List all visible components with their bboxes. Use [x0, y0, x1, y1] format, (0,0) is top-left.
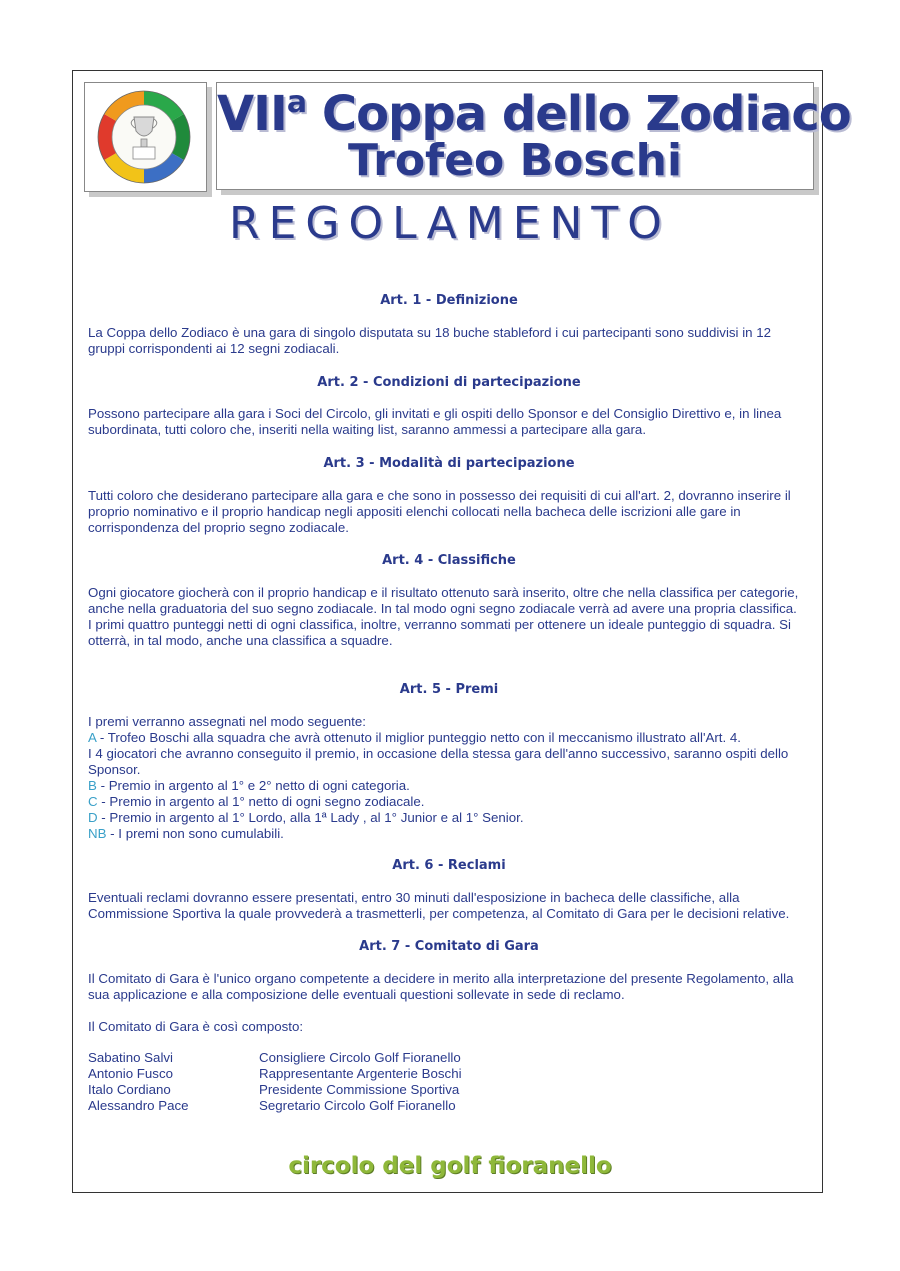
- title-line-1: VII$^a$ Coppa dello Zodiaco: [217, 85, 851, 142]
- premi-intro: I premi verranno assegnati nel modo seguente:: [88, 714, 366, 729]
- art-2-text: Possono partecipare alla gara i Soci del Circolo, gli invitati e gli ospiti dello Sponsor e del Consiglio Direttivo e, in linea subordinata, tutti coloro che, inseriti nella waiting list, saranno ammessi a partecipare alla gara.: [88, 406, 782, 437]
- art-7-text: Il Comitato di Gara è l'unico organo competente a decidere in merito alla interpretazione del presente Regolamento, alla sua applicazione e alla composizione delle eventuali questioni sollevate in sede di reclamo.: [88, 971, 794, 1002]
- comitato-members: [88, 1050, 810, 1114]
- member-name: Sabatino Salvi: [88, 1050, 174, 1065]
- member-name: Antonio Fusco: [88, 1066, 174, 1081]
- premio-b: B - Premio in argento al 1° e 2° netto di ogni categoria.: [88, 778, 410, 793]
- zodiac-wheel-icon: [91, 87, 197, 187]
- member-role: Segretario Circolo Golf Fioranello: [259, 1098, 456, 1113]
- member-role: Consigliere Circolo Golf Fioranello: [259, 1050, 461, 1065]
- art-4-paragraph-2: I primi quattro punteggi netti di ogni classifica, inoltre, verranno sommati per ottenere un ideale punteggio di squadra. Si otterrà, in tal modo, anche una classifica a squadre.: [88, 617, 791, 648]
- art-5-title: Art. 5 - Premi: [399, 682, 499, 697]
- art-5-text: [88, 714, 810, 842]
- zodiac-logo: [84, 82, 207, 192]
- art-4-title: Art. 4 - Classifiche: [382, 553, 516, 568]
- title-banner: [216, 82, 851, 190]
- premio-a: A - Trofeo Boschi alla squadra che avrà ottenuto il miglior punteggio netto con il meccanismo illustrato all'Art. 4.: [88, 730, 741, 745]
- member-row: [88, 1050, 810, 1066]
- art-4-text: [88, 585, 810, 649]
- art-1-title: Art. 1 - Definizione: [380, 293, 518, 308]
- member-row: [88, 1082, 810, 1098]
- art-4-paragraph-1: Ogni giocatore giocherà con il proprio handicap e il risultato ottenuto sarà inserito, oltre che nella classifica per categorie, anche nella graduatoria del suo segno zodiacale. In tal modo ogni segno zodiacale verrà ad avere una propria classifica.: [88, 585, 799, 616]
- premio-d: D - Premio in argento al 1° Lordo, alla 1ª Lady , al 1° Junior e al 1° Senior.: [88, 810, 524, 825]
- regolamento-heading: REGOLAMENTO: [229, 198, 671, 249]
- member-role: Rappresentante Argenterie Boschi: [259, 1066, 462, 1081]
- title-line-2: Trofeo Boschi: [347, 135, 683, 186]
- footer-club-name: circolo del golf fioranello: [288, 1153, 612, 1179]
- premio-c: C - Premio in argento al 1° netto di ogni segno zodiacale.: [88, 794, 425, 809]
- member-row: [88, 1098, 810, 1114]
- art-6-text: Eventuali reclami dovranno essere presentati, entro 30 minuti dall'esposizione in bacheca delle classifiche, alla Commissione Sportiva la quale provvederà a trasmetterli, per competenza, al Comitato di Gara per le decisioni relative.: [88, 890, 790, 921]
- member-name: Alessandro Pace: [88, 1098, 189, 1113]
- art-3-title: Art. 3 - Modalità di partecipazione: [323, 456, 575, 471]
- premio-ospiti: I 4 giocatori che avranno conseguito il premio, in occasione della stessa gara dell'anno successivo, saranno ospiti dello Sponsor.: [88, 746, 789, 777]
- premio-nb: NB - I premi non sono cumulabili.: [88, 826, 284, 841]
- art-7-composto: Il Comitato di Gara è così composto:: [88, 1019, 304, 1034]
- art-2-title: Art. 2 - Condizioni di partecipazione: [317, 375, 581, 390]
- art-3-text: Tutti coloro che desiderano partecipare alla gara e che sono in possesso dei requisiti di cui all'art. 2, dovranno inserire il proprio nominativo e il proprio handicap negli appositi elenchi collocati nella bacheca delle iscrizioni alle gare in corrispondenza del proprio segno zodiacale.: [88, 488, 791, 535]
- member-name: Italo Cordiano: [88, 1082, 171, 1097]
- art-6-title: Art. 6 - Reclami: [392, 858, 506, 873]
- art-7-title: Art. 7 - Comitato di Gara: [359, 939, 539, 954]
- member-role: Presidente Commissione Sportiva: [259, 1082, 460, 1097]
- art-1-text: La Coppa dello Zodiaco è una gara di singolo disputata su 18 buche stableford i cui partecipanti sono suddivisi in 12 gruppi corrispondenti ai 12 segni zodiacali.: [88, 325, 772, 356]
- member-row: [88, 1066, 810, 1082]
